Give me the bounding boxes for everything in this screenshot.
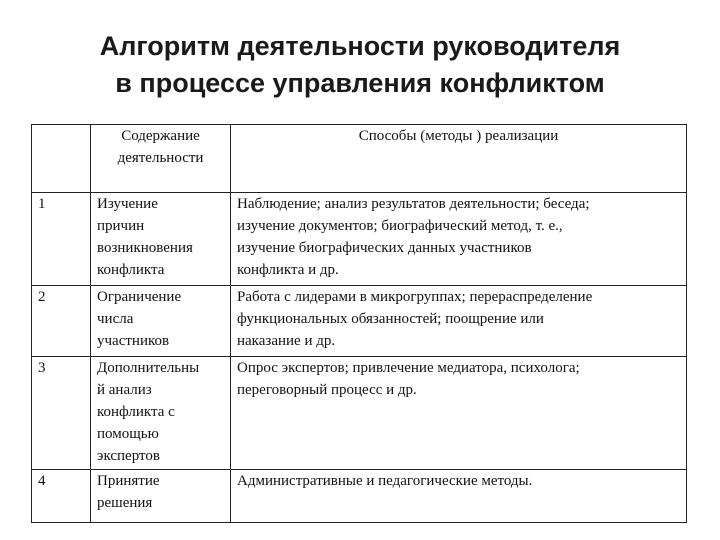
row-methods: Работа с лидерами в микрогруппах; перераспределение функциональных обязанностей; поощрение или наказание и др. xyxy=(231,286,687,357)
table-row xyxy=(32,193,687,286)
row-activity: Ограничение числа участников xyxy=(91,286,231,357)
row-methods: Наблюдение; анализ результатов деятельности; беседа; изучение документов; биографический метод, т. е., изучение биографических данных участников конфликта и др. xyxy=(231,193,687,286)
row-number: 1 xyxy=(32,193,91,286)
header-methods: Способы (методы ) реализации xyxy=(231,125,687,193)
row-activity: Принятие решения xyxy=(91,470,231,523)
row-activity: Дополнительны й анализ конфликта с помощью экспертов xyxy=(91,357,231,470)
title-line-1: Алгоритм деятельности руководителя xyxy=(99,31,621,61)
table-row xyxy=(32,470,687,523)
algorithm-table xyxy=(31,124,687,523)
header-activity: Содержание деятельности xyxy=(91,125,231,193)
table-row xyxy=(32,357,687,470)
slide-title xyxy=(0,28,720,102)
row-number: 3 xyxy=(32,357,91,470)
title-line-2: в процессе управления конфликтом xyxy=(115,68,605,98)
row-methods: Опрос экспертов; привлечение медиатора, психолога; переговорный процесс и др. xyxy=(231,357,687,470)
table-header-row xyxy=(32,125,687,193)
row-methods: Административные и педагогические методы. xyxy=(231,470,687,523)
row-number: 2 xyxy=(32,286,91,357)
row-activity: Изучение причин возникновения конфликта xyxy=(91,193,231,286)
header-number xyxy=(32,125,91,193)
row-number: 4 xyxy=(32,470,91,523)
table-row xyxy=(32,286,687,357)
